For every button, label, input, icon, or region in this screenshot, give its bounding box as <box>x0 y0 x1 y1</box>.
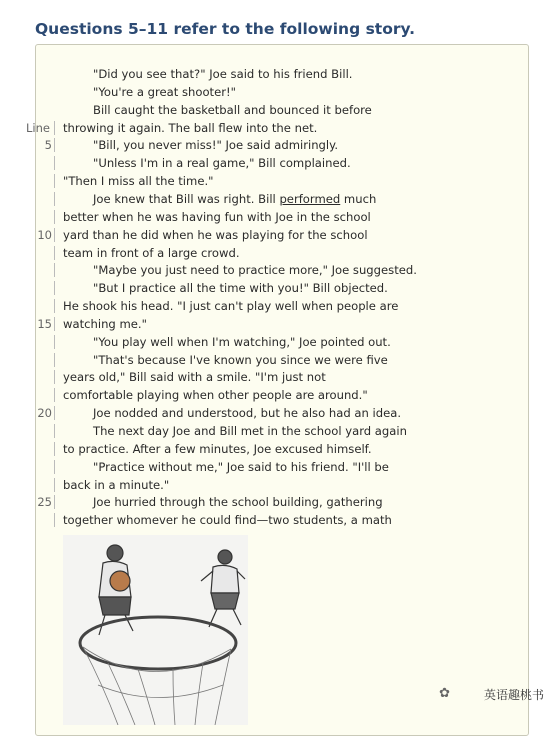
line-number: 25 <box>37 495 52 510</box>
line-separator <box>54 388 55 402</box>
line-separator <box>54 460 55 474</box>
passage-line <box>36 136 528 154</box>
line-text: throwing it again. The ball flew into the net. <box>63 120 318 135</box>
passage-line <box>36 511 528 529</box>
line-separator <box>54 228 55 242</box>
line-separator <box>54 121 55 135</box>
passage-line <box>36 458 528 476</box>
line-separator <box>54 138 55 152</box>
passage-line <box>36 476 528 494</box>
line-text: yard than he did when he was playing for the school <box>63 227 368 242</box>
underlined-word: performed <box>279 191 341 206</box>
line-text: Joe nodded and understood, but he also had an idea. <box>93 406 402 421</box>
passage-line <box>36 333 528 351</box>
passage-line <box>36 279 528 297</box>
line-text: "Did you see that?" Joe said to his friend Bill. <box>93 67 353 81</box>
line-separator <box>54 281 55 295</box>
passage-line <box>36 440 528 458</box>
line-separator <box>54 263 55 277</box>
basketball-illustration <box>63 535 248 725</box>
line-text: years old," Bill said with a smile. "I'm just not <box>63 370 326 385</box>
line-text: The next day Joe and Bill met in the school yard again <box>93 424 407 438</box>
passage-line <box>36 493 528 511</box>
passage-line <box>36 154 528 172</box>
line-text: "You're a great shooter!" <box>93 84 236 99</box>
line-text: "Bill, you never miss!" Joe said admiringly. <box>93 138 339 153</box>
line-separator <box>54 442 55 456</box>
line-separator <box>54 192 55 206</box>
line-separator <box>54 335 55 349</box>
line-separator <box>54 299 55 313</box>
line-number: 10 <box>37 227 52 242</box>
passage-line <box>36 244 528 262</box>
line-separator <box>54 424 55 438</box>
passage-line <box>36 65 528 83</box>
passage-box <box>26 44 529 736</box>
line-number: 5 <box>44 138 52 153</box>
line-separator <box>54 495 55 509</box>
line-separator <box>54 156 55 170</box>
line-text: together whomever he could find—two students, a math <box>63 513 392 528</box>
line-text: Joe knew that Bill was right. Bill performed much <box>93 191 377 206</box>
line-text: comfortable playing when other people are around." <box>63 388 368 403</box>
line-separator <box>54 174 55 188</box>
line-text: "Unless I'm in a real game," Bill complained. <box>93 156 351 171</box>
passage-line <box>36 172 528 190</box>
passage-line <box>36 101 528 119</box>
line-text: watching me." <box>63 316 147 331</box>
line-separator <box>54 353 55 367</box>
wechat-icon: ✿ <box>439 686 450 701</box>
passage-line <box>36 261 528 279</box>
passage-line <box>36 208 528 226</box>
passage-line <box>36 404 528 422</box>
line-text: He shook his head. "I just can't play well when people are <box>63 299 399 314</box>
line-text: "Practice without me," Joe said to his friend. "I'll be <box>93 459 389 474</box>
passage-line <box>36 422 528 440</box>
line-separator <box>54 478 55 492</box>
line-text: "Then I miss all the time." <box>63 174 214 189</box>
line-text: back in a minute." <box>63 477 170 492</box>
line-text: Joe hurried through the school building, gathering <box>93 495 383 510</box>
line-text: to practice. After a few minutes, Joe excused himself. <box>63 441 372 456</box>
line-text: "You play well when I'm watching," Joe pointed out. <box>93 334 391 349</box>
line-text: better when he was having fun with Joe in the school <box>63 209 371 224</box>
watermark: 英语趣桃书 <box>483 688 544 702</box>
line-text: "But I practice all the time with you!" Bill objected. <box>93 281 388 296</box>
passage-line <box>36 226 528 244</box>
line-separator <box>54 513 55 527</box>
line-separator <box>54 210 55 224</box>
passage-line <box>36 368 528 386</box>
passage-line <box>36 297 528 315</box>
passage-line <box>26 119 528 137</box>
line-label: Line <box>26 120 50 135</box>
passage-line <box>36 190 528 208</box>
line-separator <box>54 317 55 331</box>
line-text: team in front of a large crowd. <box>63 245 240 260</box>
line-text: Bill caught the basketball and bounced it before <box>93 102 372 117</box>
passage-line <box>36 83 528 101</box>
passage-line <box>36 351 528 369</box>
passage-line <box>36 315 528 333</box>
line-text: "That's because I've known you since we were five <box>93 352 388 367</box>
passage-line <box>36 386 528 404</box>
line-number: 20 <box>37 406 52 421</box>
line-text: "Maybe you just need to practice more," Joe suggested. <box>93 263 417 278</box>
line-separator <box>54 246 55 260</box>
page-title: Questions 5–11 refer to the following story. <box>35 20 416 38</box>
line-number: 15 <box>37 316 52 331</box>
line-separator <box>54 370 55 384</box>
line-separator <box>54 406 55 420</box>
